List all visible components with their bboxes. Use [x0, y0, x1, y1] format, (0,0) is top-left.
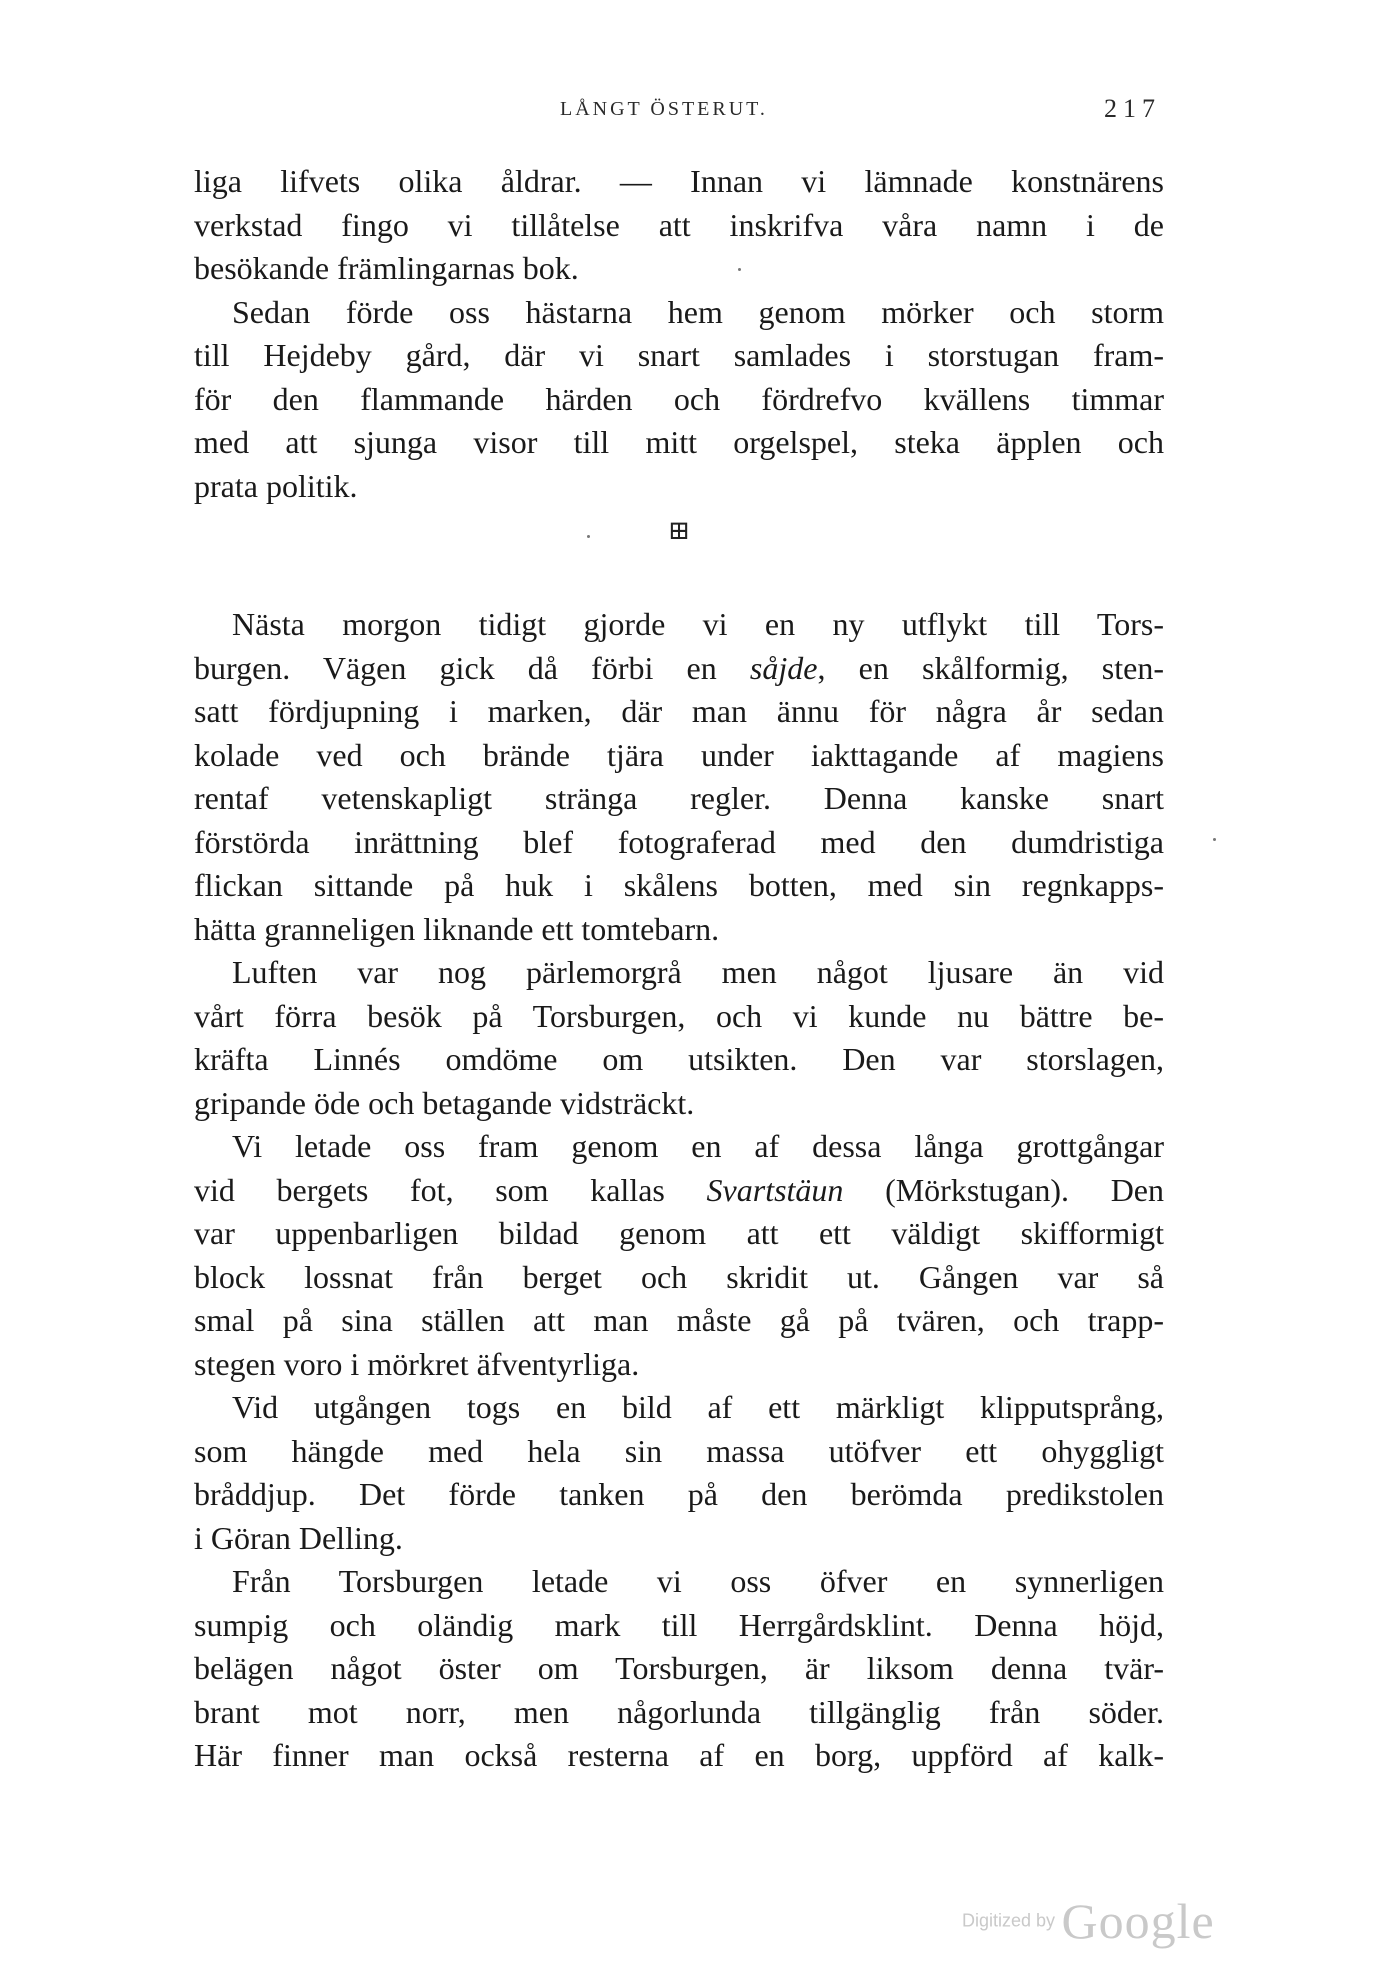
text-line: kolade ved och brände tjära under iakttagande af magiens — [194, 736, 1164, 773]
text-line: hätta granneligen liknande ett tomtebarn. — [194, 910, 720, 947]
text-line: liga lifvets olika åldrar. — Innan vi lämnade konstnärens — [194, 163, 1164, 199]
google-logo: Google — [1061, 1893, 1215, 1949]
page-number: 217 — [1104, 94, 1161, 123]
text-line: sumpig och oländig mark till Herrgårdsklint. Denna höjd, — [194, 1606, 1164, 1643]
italic-term: såjde — [749, 649, 818, 686]
print-speck — [1213, 838, 1216, 841]
text-line: för den flammande härden och fördrefvo kvällens timmar — [194, 380, 1164, 417]
text-line: block lossnat från berget och skridit ut. Gången var så — [194, 1258, 1164, 1295]
text-line: Vi letade oss fram genom en af dessa långa grottgångar — [232, 1128, 1164, 1164]
watermark-prefix: Digitized by — [962, 1910, 1056, 1931]
text-line: vid bergets fot, som kallas Svartstäun (Mörkstugan). Den — [194, 1171, 1165, 1208]
text-line: i Göran Delling. — [194, 1519, 403, 1556]
text-line: belägen något öster om Torsburgen, är liksom denna tvär- — [194, 1650, 1164, 1686]
digitization-watermark — [962, 1892, 1215, 1950]
text-section-before — [194, 160, 1164, 508]
text-line: brant mot norr, men någorlunda tillgänglig från söder. — [194, 1693, 1164, 1730]
text-line: rentaf vetenskapligt stränga regler. Denna kanske snart — [194, 780, 1164, 816]
text-line: Vid utgången togs en bild af ett märkligt klipputsprång, — [232, 1389, 1164, 1425]
print-speck — [587, 535, 590, 538]
text-line: kräfta Linnés omdöme om utsikten. Den var storslagen, — [194, 1041, 1164, 1077]
print-speck — [738, 268, 741, 271]
text-line: burgen. Vägen gick då förbi en såjde, en skålformig, sten- — [194, 649, 1165, 686]
text-line: Sedan förde oss hästarna hem genom mörker och storm — [232, 293, 1164, 330]
text-line: prata politik. — [194, 467, 358, 504]
text-line: smal på sina ställen att man måste gå på tvären, och trapp- — [194, 1302, 1164, 1338]
text-line: gripande öde och betagande vidsträckt. — [194, 1084, 695, 1121]
text-line: stegen voro i mörkret äfventyrliga. — [194, 1345, 640, 1382]
text-line: till Hejdeby gård, där vi snart samlades i storstugan fram- — [194, 337, 1164, 373]
italic-term: Svartstäun — [706, 1171, 844, 1208]
text-line: verkstad fingo vi tillåtelse att inskrifva våra namn i de — [194, 206, 1164, 243]
text-line: Från Torsburgen letade vi oss öfver en synnerligen — [232, 1563, 1164, 1599]
text-line: förstörda inrättning blef fotograferad med den dumdristiga — [194, 823, 1164, 860]
text-line: med att sjunga visor till mitt orgelspel, steka äpplen och — [194, 424, 1164, 460]
running-title: LÅNGT ÖSTERUT. — [560, 98, 768, 120]
text-line: Luften var nog pärlemorgrå men något ljusare än vid — [232, 954, 1164, 990]
text-line: bråddjup. Det förde tanken på den berömda predikstolen — [194, 1476, 1164, 1512]
text-line: Här finner man också resterna af en borg, uppförd af kalk- — [194, 1737, 1164, 1773]
text-line: vårt förra besök på Torsburgen, och vi kunde nu bättre be- — [194, 997, 1164, 1034]
section-ornament: ⊞ — [668, 516, 690, 545]
text-line: besökande främlingarnas bok. — [194, 250, 579, 286]
text-line: Nästa morgon tidigt gjorde vi en ny utflykt till Tors- — [232, 606, 1164, 642]
text-section-after — [194, 603, 1164, 1778]
text-line: som hängde med hela sin massa utöfver ett ohyggligt — [194, 1432, 1164, 1469]
text-line: var uppenbarligen bildad genom att ett väldigt skifformigt — [194, 1215, 1164, 1251]
text-line: satt fördjupning i marken, där man ännu för några år sedan — [194, 693, 1164, 729]
text-line: flickan sittande på huk i skålens botten, med sin regnkapps- — [194, 867, 1164, 903]
